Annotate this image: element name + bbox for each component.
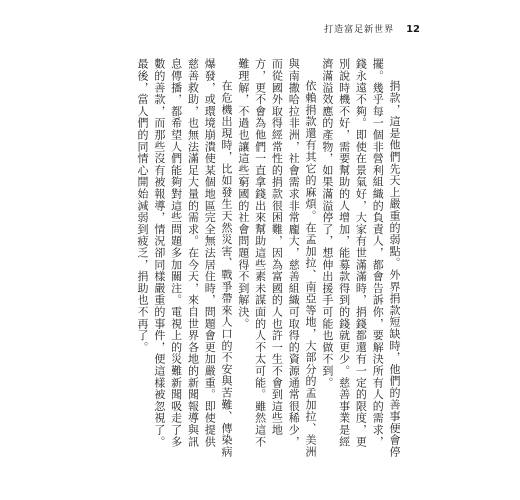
paragraph: 在危機出現時，比如發生天然災害、戰爭帶來人口的不安與苦難、傳染病爆發，或環境崩潰使某個地區完全無法居住時，問題會更加嚴重。即使提供慈善救助，也無法滿足大量的需求。在今天，來自世界各地的新聞報導與訊息傳播，都希望人們能夠對這些問題多加關注。電視上的災難新聞吸走了多數的善款，而那些沒有被報導，情況卻同樣嚴重的事件，便這樣被忽視了。最後，當人們的同情心開始減弱到疲乏，捐助也不再了。 — [136, 58, 234, 458]
page-number: 12 — [406, 24, 420, 35]
page-header — [324, 22, 420, 35]
body-text — [102, 58, 402, 458]
paragraph: 依賴捐款還有其它的麻煩。在孟加拉、南亞等地，大部分的孟加拉、美洲與南撒哈拉非洲，社會需求非常龐大，慈善組織可取得的資源通常很稀少，而從國外取得經常性的捐款很困難，因為富國的人也許一生不會到這些地方，更不會為他們一直拿錢出來幫助這些素未謀面的人不太可能。雖然這不難理解，不過也讓這些窮國的社會問題得不到解決。 — [236, 58, 318, 458]
paragraph: 捐款，這是他們先天上嚴重的弱點。外界捐款短缺時，他們的善事便會停擺。幾乎每一個非營利組織的負責人，都會告訴你，要解決所有人的需求，錢永遠不夠。即使在景氣好，大家有世滿滿時，捐錢都還有一定的限度，更別說時機不好，需要幫助的人增加，能募款得到的錢就更少。慈善事業是經濟滿溢效應的產物，如果滿溢停了，想伸出援手可能也做不到。 — [320, 58, 401, 458]
running-title: 打造富足新世界 — [324, 25, 395, 35]
